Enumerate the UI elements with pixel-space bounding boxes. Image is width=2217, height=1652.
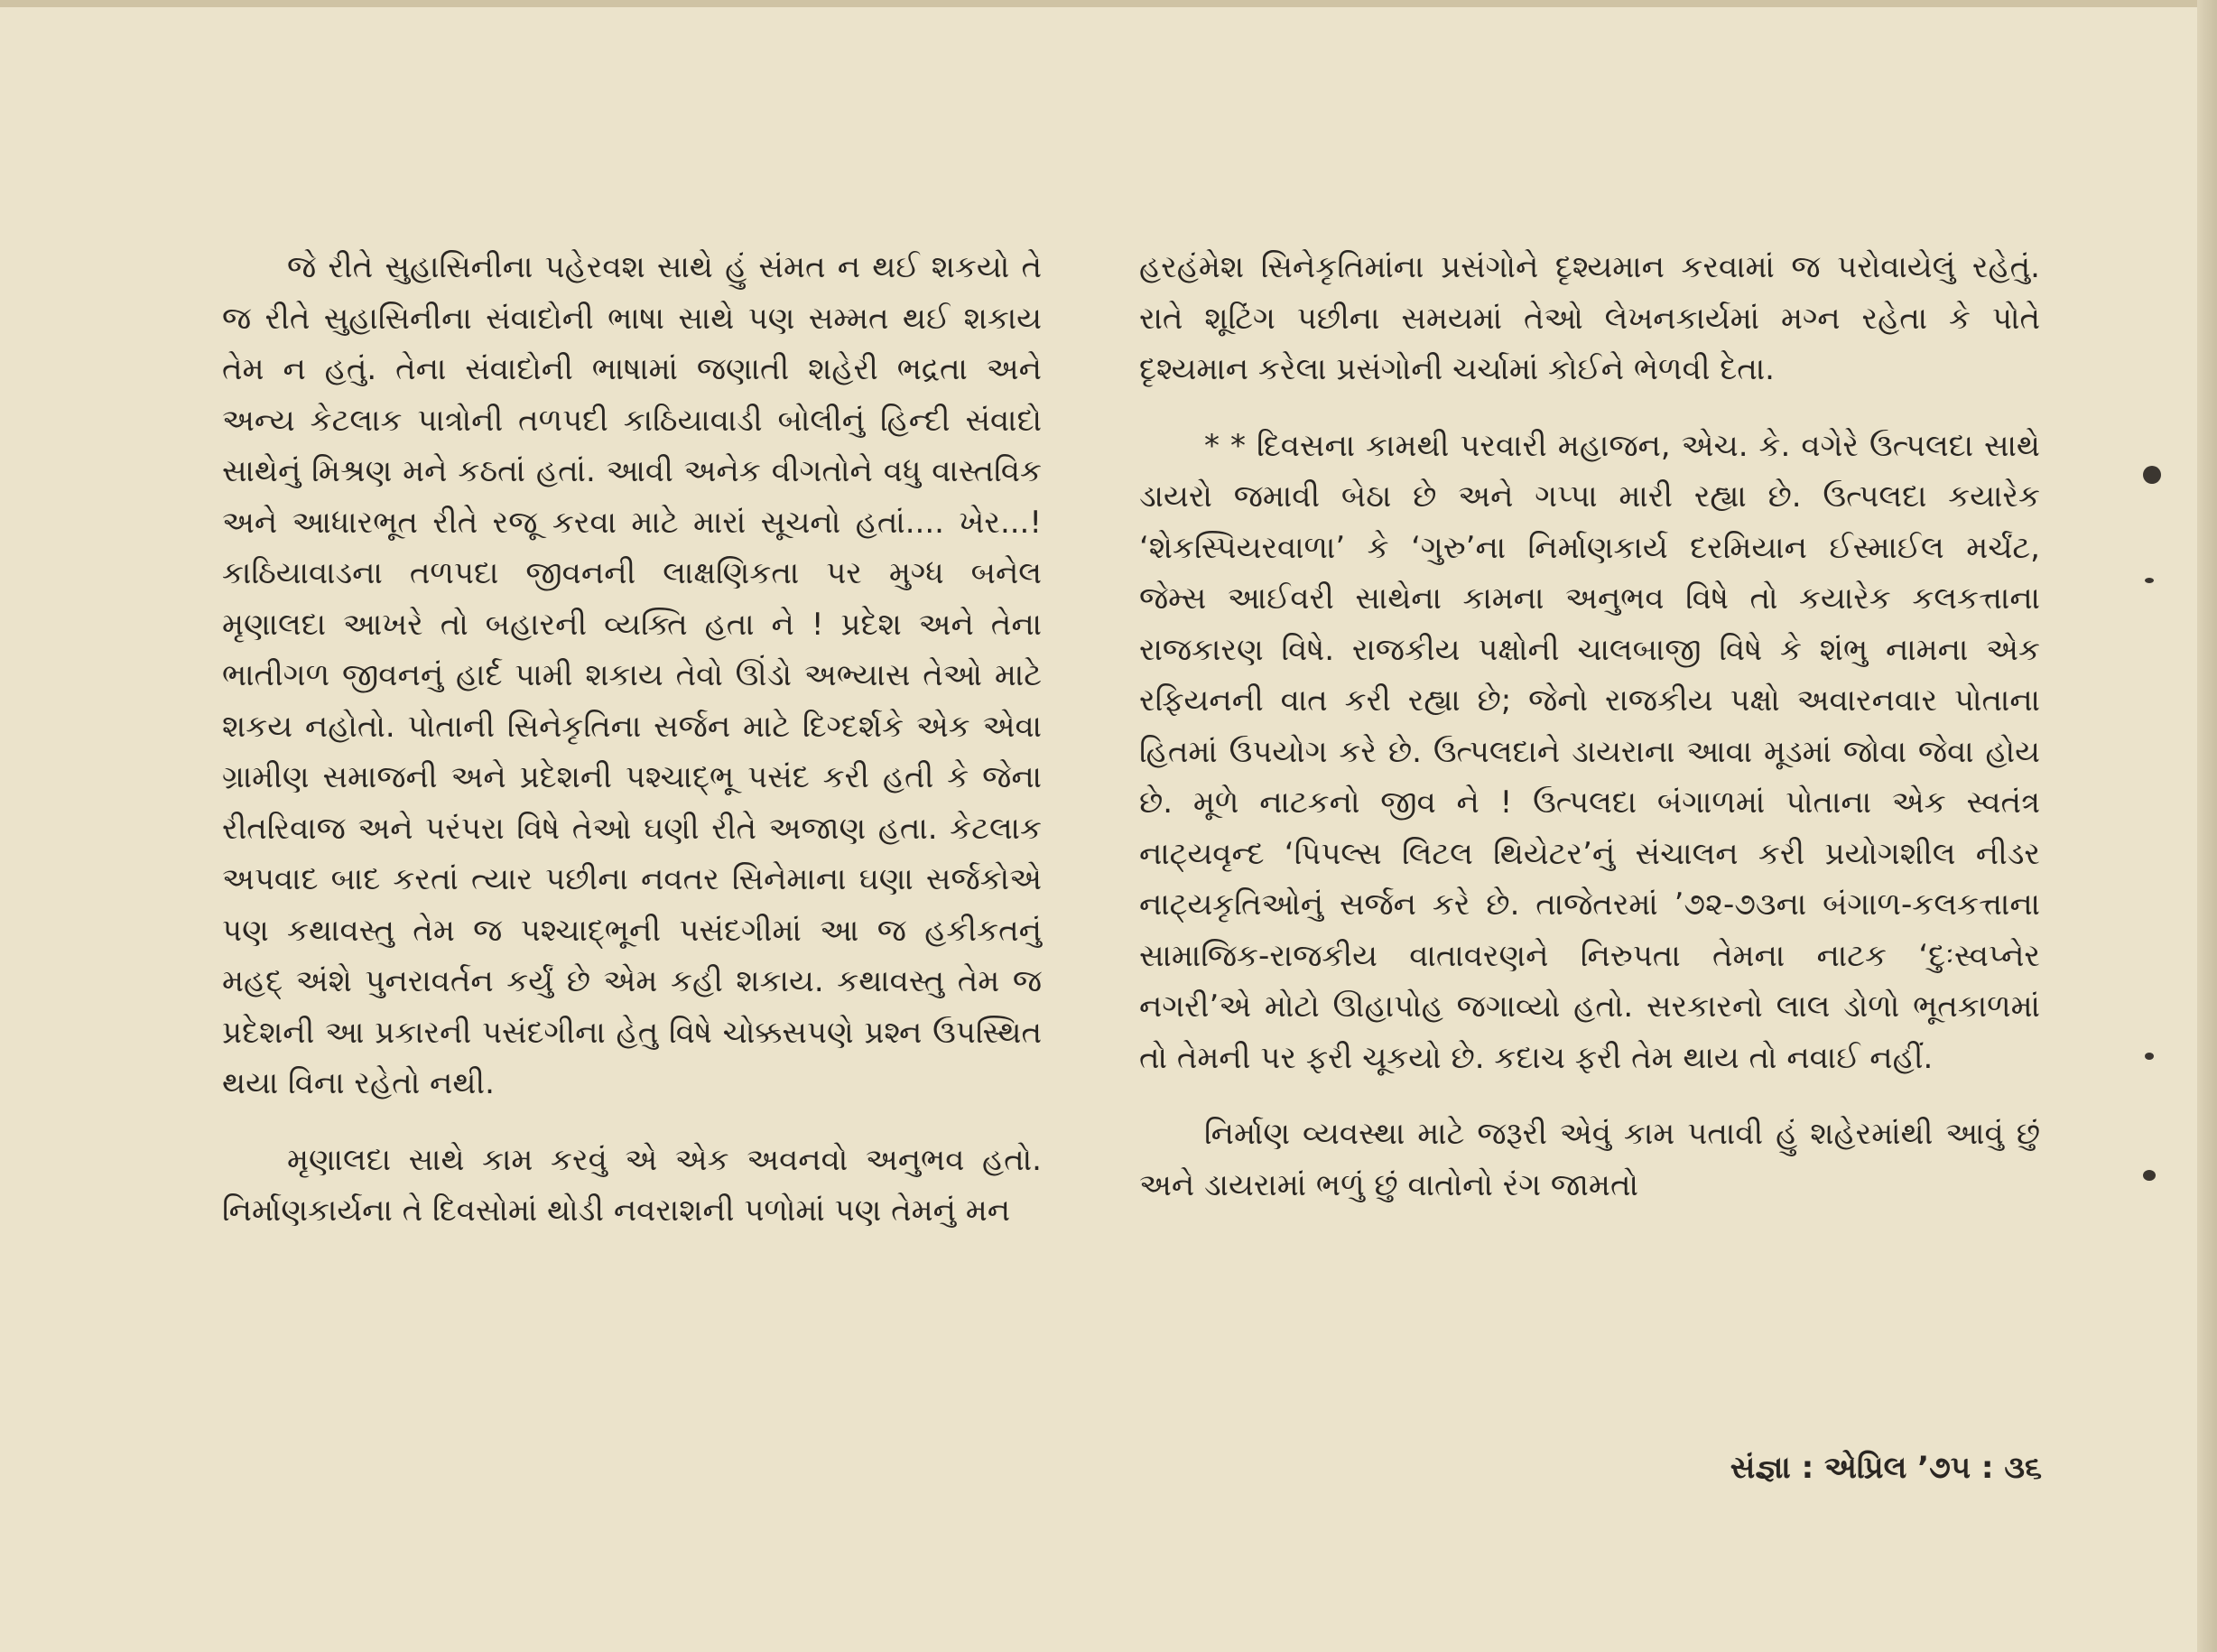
right-paragraph-1: હરહંમેશ સિનેકૃતિમાંના પ્રસંગોને દૃશ્યમાન કરવામાં જ પરોવાયેલું રહેતું. રાતે શૂટિંગ પછીના સમયમાં તેઓ લેખનકાર્યમાં મગ્ન રહેતા કે પોતે દૃશ્યમાન કરેલા પ્રસંગોની ચર્ચામાં કોઈને ભેળવી દેતા. xyxy=(1139,249,2040,387)
page-top-edge xyxy=(0,0,2217,7)
page-footer: સંજ્ઞા : એપ્રિલ ’૭૫ : ૩૬ xyxy=(1730,1450,2042,1486)
left-column xyxy=(222,242,1042,1237)
right-column xyxy=(1139,242,2040,1211)
page-binding-edge xyxy=(2197,0,2217,1652)
ink-speck xyxy=(2145,1053,2154,1060)
punch-hole-mark xyxy=(2143,466,2161,484)
ink-speck xyxy=(2143,1170,2156,1181)
right-paragraph-2: * * દિવસના કામથી પરવારી મહાજન, એચ. કે. વગેરે ઉત્પલદા સાથે ડાયરો જમાવી બેઠા છે અને ગપ્પા મારી રહ્યા છે. ઉત્પલદા કયારેક ‘શેકસ્પિયરવાળા’ કે ‘ગુરુ’ના નિર્માણકાર્ય દરમિયાન ઈસ્માઈલ મર્ચંટ, જેમ્સ આઈવરી સાથેના કામના અનુભવ વિષે તો કયારેક કલકત્તાના રાજકારણ વિષે. રાજકીય પક્ષોની ચાલબાજી વિષે કે શંભુ નામના એક રફિયનની વાત કરી રહ્યા છે; જેનો રાજકીય પક્ષો અવારનવાર પોતાના હિતમાં ઉપયોગ કરે છે. ઉત્પલદાને ડાયરાના આવા મૂડમાં જોવા જેવા હોય છે. મૂળે નાટકનો જીવ ને ! ઉત્પલદા બંગાળમાં પોતાના એક સ્વતંત્ર નાટ્યવૃન્દ ‘પિપલ્સ લિટલ થિયેટર’નું સંચાલન કરી પ્રયોગશીલ નીડર નાટ્યકૃતિઓનું સર્જન કરે છે. તાજેતરમાં ’૭૨-૭૩ના બંગાળ-કલકત્તાના સામાજિક-રાજકીય વાતાવરણને નિરુપતા તેમના નાટક ‘દુઃસ્વપ્નેર નગરી’એ મોટો ઊહાપોહ જગાવ્યો હતો. સરકારનો લાલ ડોળો ભૂતકાળમાં તો તેમની પર ફરી ચૂકયો છે. કદાચ ફરી તેમ થાય તો નવાઈ નહીં. xyxy=(1139,427,2040,1076)
left-paragraph-2: મૃણાલદા સાથે કામ કરવું એ એક અવનવો અનુભવ હતો. નિર્માણકાર્યના તે દિવસોમાં થોડી નવરાશની પળોમાં પણ તેમનું મન xyxy=(222,1141,1042,1229)
left-paragraph-1: જે રીતે સુહાસિનીના પહેરવશ સાથે હું સંમત ન થઈ શકયો તે જ રીતે સુહાસિનીના સંવાદોની ભાષા સાથે પણ સમ્મત થઈ શકાય તેમ ન હતું. તેના સંવાદોની ભાષામાં જણાતી શહેરી ભદ્રતા અને અન્ય કેટલાક પાત્રોની તળપદી કાઠિયાવાડી બોલીનું હિન્દી સંવાદો સાથેનું મિશ્રણ મને કઠતાં હતાં. આવી અનેક વીગતોને વધુ વાસ્તવિક અને આધારભૂત રીતે રજૂ કરવા માટે મારાં સૂચનો હતાં.... ખેર...! કાઠિયાવાડના તળપદા જીવનની લાક્ષણિકતા પર મુગ્ધ બનેલ મૃણાલદા આખરે તો બહારની વ્યક્તિ હતા ને ! પ્રદેશ અને તેના ભાતીગળ જીવનનું હાર્દ પામી શકાય તેવો ઊંડો અભ્યાસ તેઓ માટે શકય નહોતો. પોતાની સિનેકૃતિના સર્જન માટે દિગ્દર્શકે એક એવા ગ્રામીણ સમાજની અને પ્રદેશની પશ્ચાદ્ભૂ પસંદ કરી હતી કે જેના રીતરિવાજ અને પરંપરા વિષે તેઓ ઘણી રીતે અજાણ હતા. કેટલાક અપવાદ બાદ કરતાં ત્યાર પછીના નવતર સિનેમાના ઘણા સર્જકોએ પણ કથાવસ્તુ તેમ જ પશ્ચાદ્ભૂની પસંદગીમાં આ જ હકીકતનું મહદ્ અંશે પુનરાવર્તન કર્યું છે એમ કહી શકાય. કથાવસ્તુ તેમ જ પ્રદેશની આ પ્રકારની પસંદગીના હેતુ વિષે ચોક્કસપણે પ્રશ્ન ઉપસ્થિત થયા વિના રહેતો નથી. xyxy=(222,249,1042,1101)
ink-speck xyxy=(2145,578,2154,583)
right-paragraph-3: નિર્માણ વ્યવસ્થા માટે જરૂરી એવું કામ પતાવી હું શહેરમાંથી આવું છું અને ડાયરામાં ભળું છું વાતોનો રંગ જામતો xyxy=(1139,1116,2040,1203)
